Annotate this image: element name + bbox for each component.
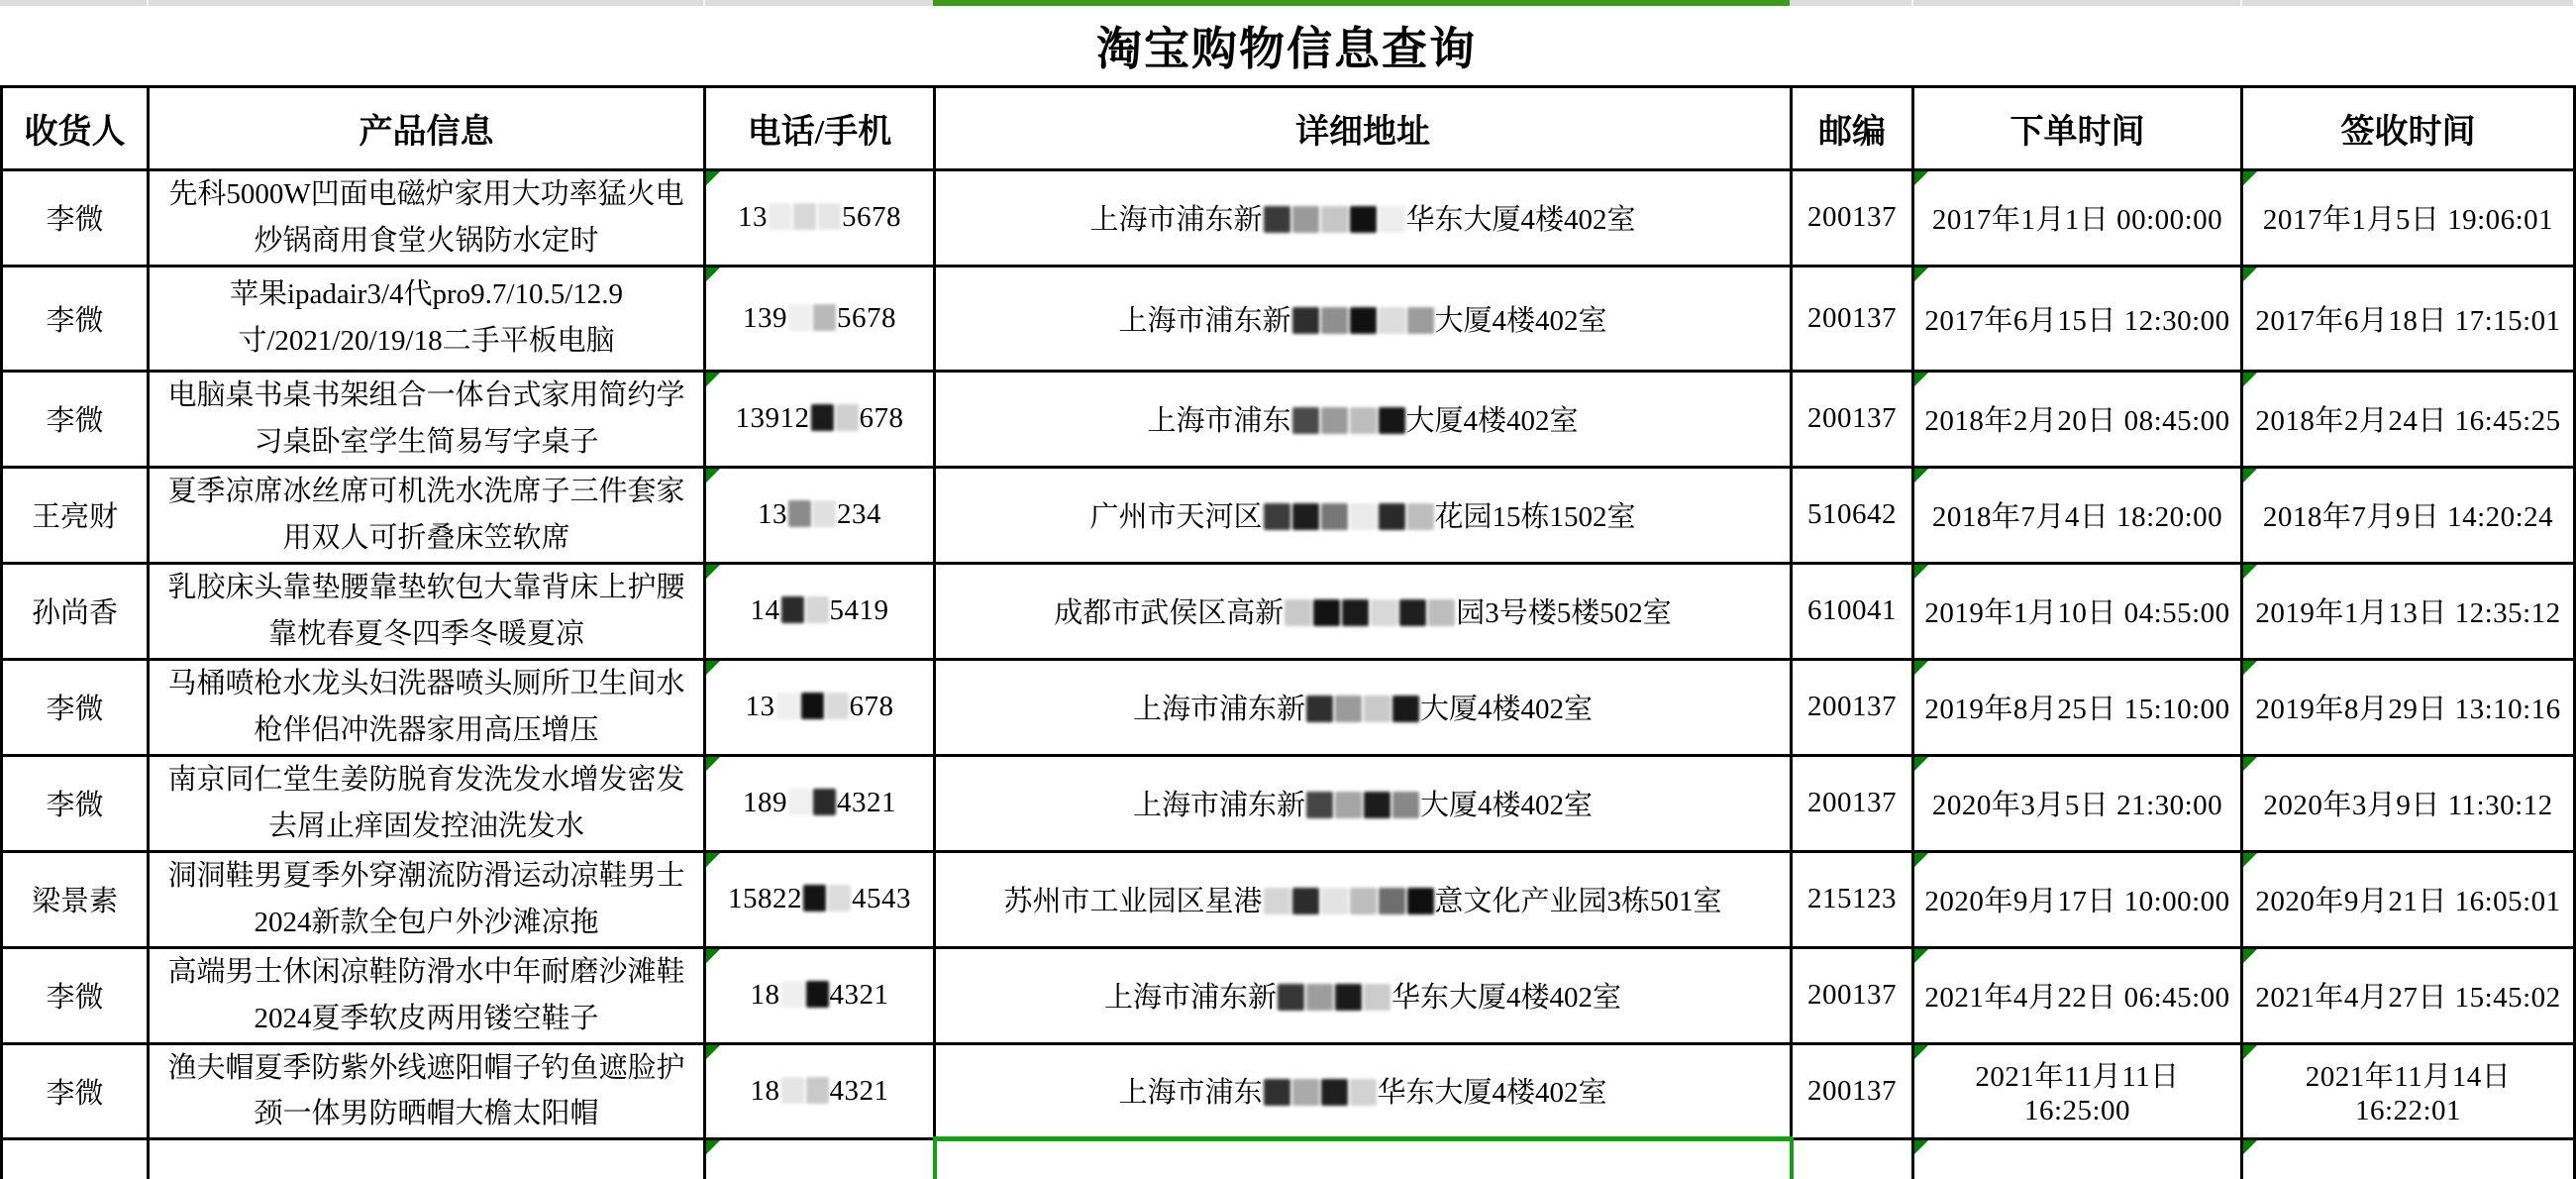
table-row: [2, 563, 2575, 659]
phone-number: 139 5678: [743, 301, 896, 334]
product-info: 南京同仁堂生姜防脱育发洗发水增发密发去屑止痒固发控油洗发水: [167, 763, 685, 842]
redaction-block: [1335, 984, 1362, 1011]
redaction-block: [788, 789, 811, 815]
table-row: [2, 659, 2575, 755]
header-sign-time[interactable]: 签收时间: [2242, 87, 2575, 170]
address-cell[interactable]: [935, 1043, 1792, 1139]
product-cell[interactable]: [149, 947, 705, 1043]
phone-cell[interactable]: [705, 371, 935, 467]
recipient-name: 李微: [46, 304, 104, 337]
redaction-block: [1379, 503, 1405, 530]
redaction-block: [793, 203, 816, 230]
redaction-block: [806, 596, 829, 623]
redaction-block: [1392, 792, 1419, 818]
phone-cell[interactable]: [705, 659, 935, 755]
redaction-block: [781, 596, 804, 623]
order-time-cell[interactable]: [1913, 170, 2242, 267]
zip-cell[interactable]: [1792, 851, 1913, 947]
zip-code: 200137: [1807, 201, 1897, 234]
cell-flag-icon: [1914, 661, 1928, 675]
redaction-block: [1407, 307, 1434, 334]
address-text: 上海市浦东新 大厦4楼402室: [1132, 790, 1594, 822]
product-cell[interactable]: [149, 467, 705, 563]
address-cell[interactable]: [935, 755, 1792, 851]
zip-cell[interactable]: [1792, 467, 1913, 563]
redaction-block: [828, 885, 851, 911]
cell-flag-icon: [706, 1140, 720, 1154]
zip-code: 200137: [1807, 787, 1897, 819]
redaction-block: [1321, 1079, 1348, 1106]
redaction-block: [788, 304, 811, 331]
cell-flag-icon: [1914, 469, 1928, 482]
order-time: 2017年6月15日 12:30:00: [1924, 304, 2230, 337]
address-cell[interactable]: [935, 467, 1792, 563]
redaction-block: [803, 885, 826, 911]
redaction-block: [1335, 792, 1362, 818]
redaction-block: [1364, 696, 1391, 722]
order-time-cell[interactable]: [1913, 947, 2242, 1043]
redaction-block: [1313, 599, 1340, 626]
sign-time: 2020年9月21日 16:05:01: [2255, 886, 2561, 918]
recipient-cell[interactable]: [2, 659, 149, 755]
order-time-cell[interactable]: [1913, 371, 2242, 467]
product-cell[interactable]: [149, 755, 705, 851]
redaction-block: [1350, 1079, 1377, 1106]
cell-flag-icon: [1914, 1045, 1928, 1059]
product-info: 洞洞鞋男夏季外穿潮流防滑运动凉鞋男士2024新款全包户外沙滩凉拖: [167, 859, 685, 938]
address-text: 上海市浦东新 华东大厦4楼402室: [1089, 204, 1636, 237]
page-title: 淘宝购物信息查询: [1096, 24, 1477, 74]
product-cell[interactable]: [149, 170, 705, 267]
header-order-time[interactable]: 下单时间: [1913, 87, 2242, 170]
product-info: 马桶喷枪水龙头妇洗器喷头厕所卫生间水枪伴侣冲洗器家用高压增压: [167, 667, 685, 746]
recipient-cell[interactable]: [2, 467, 149, 563]
cell-flag-icon: [2243, 1140, 2257, 1154]
cell-flag-icon: [2243, 949, 2257, 963]
recipient-cell[interactable]: [2, 851, 149, 947]
order-time-cell[interactable]: [1913, 755, 2242, 851]
cell-flag-icon: [1914, 268, 1928, 281]
cell-flag-icon: [2243, 373, 2257, 386]
cell-flag-icon: [706, 661, 720, 675]
sign-time: 2018年2月24日 16:45:25: [2255, 405, 2561, 438]
sign-time: 2017年6月18日 17:15:01: [2255, 304, 2561, 337]
sign-time-cell[interactable]: [2242, 1043, 2575, 1139]
redaction-block: [1264, 503, 1290, 530]
table-row: [2, 755, 2575, 851]
redaction-block: [806, 981, 829, 1008]
product-info: 先科5000W凹面电磁炉家用大功率猛火电炒锅商用食堂火锅防水定时: [168, 178, 684, 257]
sign-time-cell[interactable]: [2242, 170, 2575, 267]
redaction-block: [1278, 984, 1304, 1011]
phone-number: 13 234: [758, 498, 881, 531]
cell-flag-icon: [706, 565, 720, 579]
phone-cell[interactable]: [705, 1139, 935, 1179]
redaction-block: [769, 203, 791, 230]
address-text: 上海市浦东新 华东大厦4楼402室: [1103, 982, 1622, 1015]
zip-cell[interactable]: [1792, 371, 1913, 467]
redaction-block: [1379, 888, 1405, 914]
cell-flag-icon: [706, 853, 720, 867]
recipient-name: 李微: [46, 1077, 104, 1110]
redaction-block: [1292, 1079, 1319, 1106]
phone-number: 13 678: [745, 691, 894, 723]
sign-time: 2020年3月9日 11:30:12: [2263, 790, 2553, 822]
product-info: 电脑桌书桌书架组合一体台式家用简约学习桌卧室学生简易写字桌子: [167, 378, 685, 458]
redaction-block: [1292, 307, 1319, 334]
sign-time: 2019年1月13日 12:35:12: [2255, 597, 2561, 630]
zip-code: 510642: [1807, 498, 1897, 531]
cell-flag-icon: [1914, 565, 1928, 579]
title-row[interactable]: [0, 6, 2573, 85]
header-zip[interactable]: 邮编: [1792, 87, 1913, 170]
zip-cell[interactable]: [1792, 659, 1913, 755]
product-cell[interactable]: [149, 659, 705, 755]
recipient-cell[interactable]: [2, 170, 149, 267]
redaction-block: [1364, 792, 1391, 818]
cell-flag-icon: [2243, 565, 2257, 579]
orders-table-wrap: [0, 85, 2573, 1179]
cell-flag-icon: [2243, 469, 2257, 482]
order-time: 2018年7月4日 18:20:00: [1931, 501, 2223, 534]
table-row: [2, 1043, 2575, 1139]
sign-time: 2021年4月27日 15:45:02: [2255, 982, 2561, 1015]
address-text: 上海市浦东新 大厦4楼402室: [1132, 694, 1594, 726]
phone-number: 18 4321: [750, 1074, 889, 1107]
sign-time-cell[interactable]: [2242, 659, 2575, 755]
active-cell-selection[interactable]: [935, 1139, 1792, 1179]
phone-cell[interactable]: [705, 467, 935, 563]
redaction-block: [1428, 599, 1455, 626]
redaction-block: [1342, 599, 1369, 626]
zip-code: 200137: [1807, 691, 1897, 723]
header-address[interactable]: 详细地址: [935, 87, 1792, 170]
redaction-block: [1407, 888, 1434, 914]
order-time: 2020年3月5日 21:30:00: [1931, 790, 2223, 822]
redaction-block: [1350, 307, 1377, 334]
redaction-block: [1321, 307, 1348, 334]
product-info: 苹果ipadair3/4代pro9.7/10.5/12.9寸/2021/20/19/18二手平板电脑: [229, 278, 624, 358]
sign-time-cell[interactable]: [2242, 851, 2575, 947]
redaction-block: [1407, 503, 1434, 530]
redaction-block: [781, 1077, 804, 1104]
order-time: 2020年9月17日 10:00:00: [1924, 886, 2230, 918]
order-time: 2019年8月25日 15:10:00: [1924, 694, 2230, 726]
order-time: 2021年4月22日 06:45:00: [1924, 982, 2230, 1015]
zip-code: 215123: [1807, 883, 1897, 915]
table-row: [2, 266, 2575, 371]
zip-cell[interactable]: [1792, 1043, 1913, 1139]
redaction-block: [801, 693, 824, 719]
cell-flag-icon: [1914, 1140, 1928, 1154]
address-cell[interactable]: [935, 371, 1792, 467]
address-text: 上海市浦东 华东大厦4楼402室: [1118, 1077, 1607, 1110]
recipient-name: 李微: [46, 790, 104, 822]
recipient-cell[interactable]: [2, 1139, 149, 1179]
product-cell[interactable]: [149, 266, 705, 371]
redaction-block: [813, 789, 836, 815]
zip-cell[interactable]: [1792, 170, 1913, 267]
sign-time-cell[interactable]: [2242, 563, 2575, 659]
redaction-block: [826, 693, 849, 719]
address-cell[interactable]: [935, 659, 1792, 755]
address-cell[interactable]: [935, 851, 1792, 947]
redaction-block: [813, 304, 836, 331]
product-cell[interactable]: [149, 371, 705, 467]
redaction-block: [1306, 696, 1333, 722]
sign-time-cell[interactable]: [2242, 266, 2575, 371]
order-time-cell[interactable]: [1913, 1139, 2242, 1179]
table-row: [2, 371, 2575, 467]
cell-flag-icon: [706, 757, 720, 771]
redaction-block: [836, 404, 859, 431]
cell-flag-icon: [706, 949, 720, 963]
redaction-block: [818, 203, 841, 230]
zip-cell[interactable]: [1792, 755, 1913, 851]
redaction-block: [1264, 206, 1290, 233]
cell-flag-icon: [1914, 757, 1928, 771]
redaction-block: [1379, 206, 1405, 233]
phone-cell[interactable]: [705, 755, 935, 851]
address-cell[interactable]: [935, 563, 1792, 659]
header-recipient[interactable]: 收货人: [2, 87, 149, 170]
product-info: 乳胶床头靠垫腰靠垫软包大靠背床上护腰靠枕春夏冬四季冬暖夏凉: [167, 571, 685, 650]
cell-flag-icon: [1914, 853, 1928, 867]
recipient-name: 梁景素: [31, 886, 118, 918]
cell-flag-icon: [2243, 853, 2257, 867]
redaction-block: [1364, 984, 1391, 1011]
redaction-block: [1392, 696, 1419, 722]
address-text: 苏州市工业园区星港 意文化产业园3栋501室: [1003, 886, 1722, 918]
redaction-block: [1292, 206, 1319, 233]
address-cell[interactable]: [935, 266, 1792, 371]
zip-cell[interactable]: [1792, 563, 1913, 659]
redaction-block: [1321, 888, 1348, 914]
address-text: 成都市武侯区高新 园3号楼5楼502室: [1054, 597, 1672, 630]
cell-flag-icon: [706, 469, 720, 482]
table-row: [2, 170, 2575, 267]
redaction-block: [1292, 888, 1319, 914]
address-cell[interactable]: [935, 170, 1792, 267]
phone-cell[interactable]: [705, 170, 935, 267]
sign-time: 2018年7月9日 14:20:24: [2262, 501, 2554, 534]
order-time: 2018年2月20日 08:45:00: [1924, 405, 2230, 438]
cell-flag-icon: [2243, 1045, 2257, 1059]
product-info: 高端男士休闲凉鞋防滑水中年耐磨沙滩鞋2024夏季软皮两用镂空鞋子: [167, 955, 685, 1034]
sign-time-cell[interactable]: [2242, 1139, 2575, 1179]
phone-cell[interactable]: [705, 563, 935, 659]
cell-flag-icon: [2243, 171, 2257, 185]
recipient-cell[interactable]: [2, 755, 149, 851]
address-text: 上海市浦东新 大厦4楼402室: [1118, 304, 1607, 337]
redaction-block: [1321, 503, 1348, 530]
order-time: 2021年11月11日 16:25:00: [1975, 1061, 2180, 1127]
zip-cell[interactable]: [1792, 266, 1913, 371]
order-time-cell[interactable]: [1913, 563, 2242, 659]
table-row: [2, 851, 2575, 947]
redaction-block: [1321, 407, 1348, 434]
redaction-block: [1264, 1079, 1290, 1106]
recipient-name: 王亮财: [31, 501, 118, 534]
cell-flag-icon: [706, 171, 720, 185]
phone-number: 14 5419: [750, 594, 889, 627]
phone-number: 13 5678: [738, 201, 901, 234]
zip-code: 200137: [1807, 979, 1897, 1012]
product-info: 渔夫帽夏季防紫外线遮阳帽子钓鱼遮脸护颈一体男防晒帽大檐太阳帽: [167, 1051, 685, 1130]
redaction-block: [806, 1077, 829, 1104]
redaction-block: [1350, 206, 1377, 233]
product-cell[interactable]: [149, 1139, 705, 1179]
redaction-block: [1399, 599, 1426, 626]
product-cell[interactable]: [149, 1043, 705, 1139]
table-row: [2, 947, 2575, 1043]
order-time-cell[interactable]: [1913, 659, 2242, 755]
redaction-block: [1350, 503, 1377, 530]
recipient-cell[interactable]: [2, 563, 149, 659]
phone-number: 15822 4543: [728, 883, 911, 915]
partial-row: [2, 1139, 2575, 1179]
cell-flag-icon: [2243, 661, 2257, 675]
sign-time-cell[interactable]: [2242, 467, 2575, 563]
zip-cell[interactable]: [1792, 1139, 1913, 1179]
header-row: [2, 87, 2575, 170]
cell-flag-icon: [1914, 949, 1928, 963]
redaction-block: [1285, 599, 1311, 626]
zip-code: 200137: [1807, 301, 1897, 334]
phone-number: 13912 678: [735, 402, 904, 435]
order-time-cell[interactable]: [1913, 851, 2242, 947]
sign-time: 2021年11月14日 16:22:01: [2305, 1061, 2512, 1127]
cell-flag-icon: [706, 373, 720, 386]
recipient-cell[interactable]: [2, 1043, 149, 1139]
recipient-cell[interactable]: [2, 947, 149, 1043]
zip-code: 200137: [1807, 402, 1897, 435]
phone-cell[interactable]: [705, 851, 935, 947]
recipient-cell[interactable]: [2, 266, 149, 371]
address-text: 上海市浦东 大厦4楼402室: [1147, 405, 1579, 438]
orders-table: [0, 85, 2576, 1179]
redaction-block: [1350, 888, 1377, 914]
order-time: 2017年1月1日 00:00:00: [1931, 204, 2223, 237]
redaction-block: [1292, 407, 1319, 434]
order-time-cell[interactable]: [1913, 467, 2242, 563]
redaction-block: [788, 500, 811, 527]
phone-cell[interactable]: [705, 1043, 935, 1139]
order-time-cell[interactable]: [1913, 1043, 2242, 1139]
address-cell[interactable]: [935, 947, 1792, 1043]
redaction-block: [1264, 888, 1290, 914]
redaction-block: [1379, 307, 1405, 334]
address-text: 广州市天河区 花园15栋1502室: [1089, 501, 1636, 534]
zip-cell[interactable]: [1792, 947, 1913, 1043]
redaction-block: [1350, 407, 1377, 434]
redaction-block: [776, 693, 799, 719]
redaction-block: [1335, 696, 1362, 722]
recipient-name: 孙尚香: [31, 597, 118, 630]
recipient-name: 李微: [46, 204, 104, 237]
phone-number: 189 4321: [743, 787, 896, 819]
sign-time-cell[interactable]: [2242, 947, 2575, 1043]
recipient-cell[interactable]: [2, 371, 149, 467]
cell-flag-icon: [706, 268, 720, 281]
phone-cell[interactable]: [705, 266, 935, 371]
order-time: 2019年1月10日 04:55:00: [1924, 597, 2230, 630]
sign-time: 2019年8月29日 13:10:16: [2255, 694, 2561, 726]
redaction-block: [1306, 984, 1333, 1011]
redaction-block: [1379, 407, 1405, 434]
table-row: [2, 467, 2575, 563]
sign-time-cell[interactable]: [2242, 371, 2575, 467]
recipient-name: 李微: [46, 694, 104, 726]
sign-time: 2017年1月5日 19:06:01: [2262, 204, 2554, 237]
redaction-block: [1306, 792, 1333, 818]
cell-flag-icon: [2243, 757, 2257, 771]
header-phone[interactable]: 电话/手机: [705, 87, 935, 170]
recipient-name: 李微: [46, 405, 104, 438]
cell-flag-icon: [706, 1045, 720, 1059]
redaction-block: [811, 404, 834, 431]
cell-flag-icon: [2243, 268, 2257, 281]
product-cell[interactable]: [149, 563, 705, 659]
redaction-block: [1292, 503, 1319, 530]
redaction-block: [781, 981, 804, 1008]
cell-flag-icon: [1914, 373, 1928, 386]
cell-flag-icon: [1914, 171, 1928, 185]
product-info: 夏季凉席冰丝席可机洗水洗席子三件套家用双人可折叠床笠软席: [167, 475, 685, 554]
product-cell[interactable]: [149, 851, 705, 947]
zip-code: 610041: [1807, 594, 1897, 627]
recipient-name: 李微: [46, 982, 104, 1015]
phone-number: 18 4321: [750, 979, 889, 1012]
redaction-block: [1371, 599, 1397, 626]
phone-cell[interactable]: [705, 947, 935, 1043]
header-product[interactable]: 产品信息: [149, 87, 705, 170]
sign-time-cell[interactable]: [2242, 755, 2575, 851]
redaction-block: [813, 500, 836, 527]
redaction-block: [1321, 206, 1348, 233]
order-time-cell[interactable]: [1913, 266, 2242, 371]
zip-code: 200137: [1807, 1074, 1897, 1107]
